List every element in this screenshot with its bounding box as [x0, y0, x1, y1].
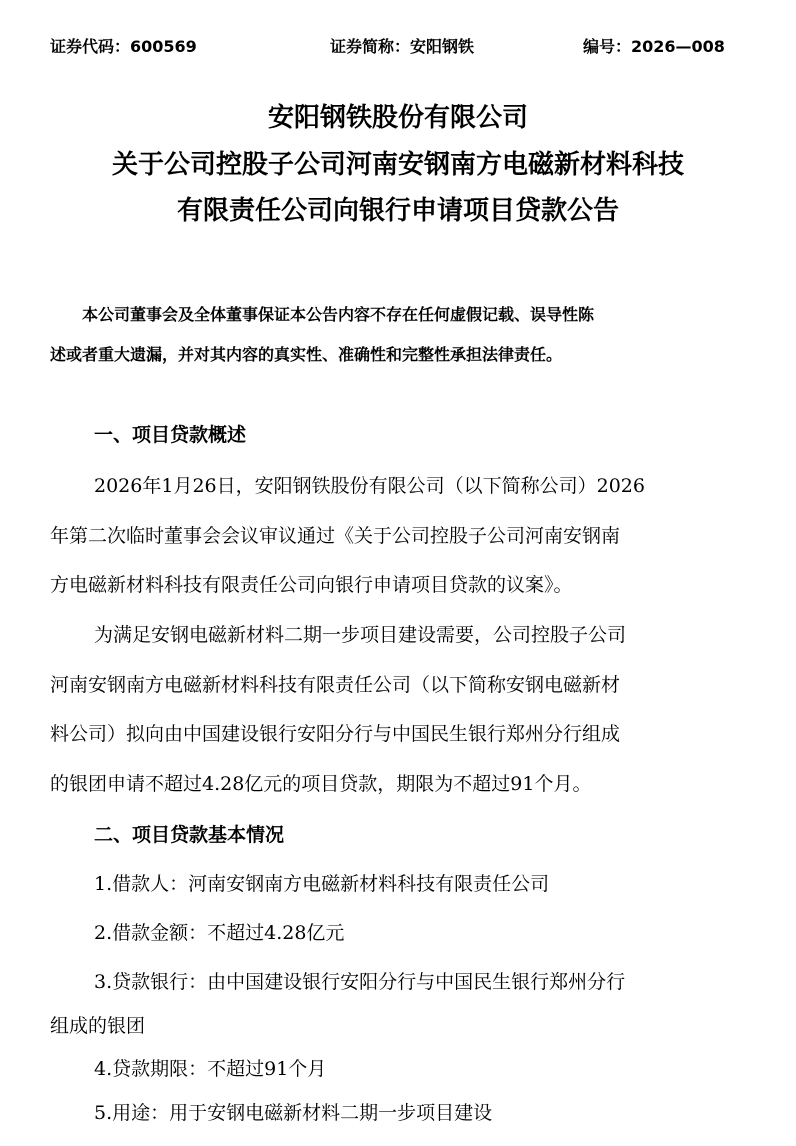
paragraph-line: 为满足安钢电磁新材料二期一步项目建设需要，公司控股子公司 — [94, 624, 627, 646]
document-header — [0, 35, 796, 59]
stock-code: 证券代码：600569 — [50, 37, 197, 56]
board-statement-line-1: 本公司董事会及全体董事保证本公告内容不存在任何虚假记载、误导性陈 — [82, 305, 595, 324]
list-item-bank-continued: 组成的银团 — [50, 1015, 146, 1037]
paragraph-line: 2026年1月26日，安阳钢铁股份有限公司（以下简称公司）2026 — [94, 475, 645, 497]
section-2-heading: 二、项目贷款基本情况 — [94, 824, 285, 846]
list-item-term: 4.贷款期限：不超过91个月 — [94, 1058, 327, 1080]
paragraph-line: 河南安钢南方电磁新材料科技有限责任公司（以下简称安钢电磁新材 — [50, 674, 621, 696]
paragraph-line: 料公司）拟向由中国建设银行安阳分行与中国民生银行郑州分行组成 — [50, 723, 621, 745]
paragraph-line: 方电磁新材料科技有限责任公司向银行申请项目贷款的议案》。 — [50, 574, 573, 596]
list-item-bank: 3.贷款银行：由中国建设银行安阳分行与中国民生银行郑州分行 — [94, 971, 626, 993]
title-company: 安阳钢铁股份有限公司 — [267, 103, 528, 133]
list-item-purpose: 5.用途：用于安钢电磁新材料二期一步项目建设 — [94, 1102, 493, 1124]
title-line-3: 有限责任公司向银行申请项目贷款公告 — [176, 196, 619, 226]
list-item-borrower: 1.借款人：河南安钢南方电磁新材料科技有限责任公司 — [94, 873, 550, 895]
board-statement-line-2: 述或者重大遗漏，并对其内容的真实性、准确性和完整性承担法律责任。 — [50, 345, 563, 364]
paragraph-line: 年第二次临时董事会会议审议通过《关于公司控股子公司河南安钢南 — [50, 525, 621, 547]
list-item-amount: 2.借款金额：不超过4.28亿元 — [94, 922, 345, 944]
stock-abbreviation: 证券简称：安阳钢铁 — [330, 37, 475, 56]
paragraph-line: 的银团申请不超过4.28亿元的项目贷款，期限为不超过91个月。 — [50, 773, 592, 795]
section-1-heading: 一、项目贷款概述 — [94, 424, 247, 446]
document-number: 编号：2026—008 — [583, 37, 725, 56]
title-line-2: 关于公司控股子公司河南安钢南方电磁新材料科技 — [111, 150, 684, 180]
